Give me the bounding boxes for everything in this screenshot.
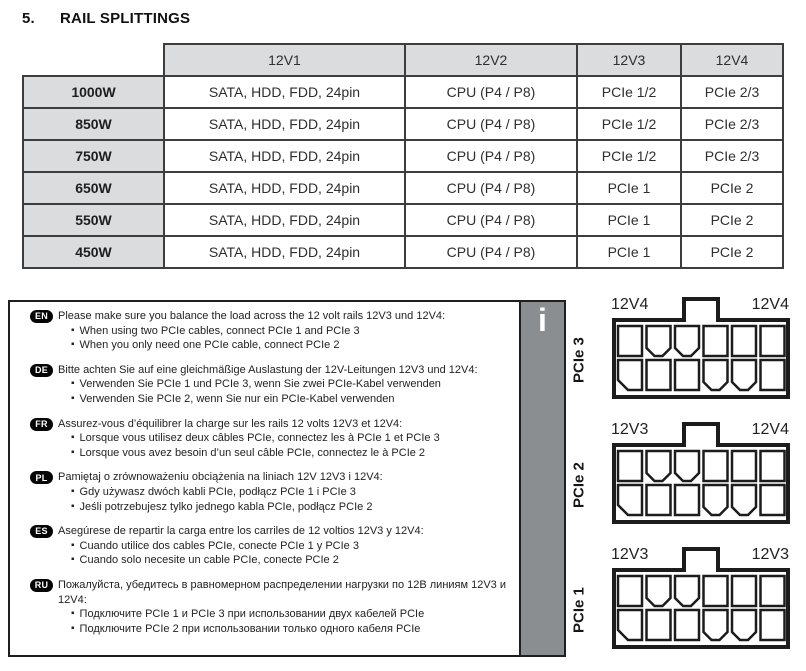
- connector-pin: [647, 326, 671, 356]
- note-bullet: [58, 607, 511, 622]
- note-bullet: [58, 431, 511, 446]
- section-title-text: RAIL SPLITTINGS: [60, 10, 191, 27]
- note-bullet: [58, 553, 511, 568]
- table-col-header: 12V4: [681, 44, 783, 76]
- language-badge: ES: [30, 525, 53, 538]
- rail-cell: PCIe 2/3: [681, 140, 783, 172]
- connector-pin: [647, 485, 671, 515]
- note-bullet-text: ▪ When using two PCIe cables, connect PCIe 1 and PCIe 3: [79, 324, 360, 337]
- note-ru: [30, 578, 511, 636]
- rail-splitting-table: [22, 43, 784, 269]
- rail-cell: SATA, HDD, FDD, 24pin: [164, 140, 405, 172]
- connector-pin: [647, 610, 671, 640]
- rail-cell: PCIe 2/3: [681, 76, 783, 108]
- rail-cell: PCIe 1/2: [577, 76, 681, 108]
- connector-pin: [647, 451, 671, 481]
- connector-pin: [704, 360, 728, 390]
- section-number: 5.: [22, 10, 35, 27]
- rail-cell: CPU (P4 / P8): [405, 236, 577, 268]
- connector-pin: [647, 576, 671, 606]
- table-col-header: 12V1: [164, 44, 405, 76]
- note-bullet: [58, 377, 511, 392]
- connector-pin: [618, 576, 642, 606]
- language-badge: PL: [30, 471, 53, 484]
- connector-name: PCIe 2: [570, 462, 588, 508]
- connector-pin: [647, 360, 671, 390]
- table-row: [23, 204, 783, 236]
- rail-cell: PCIe 2: [681, 172, 783, 204]
- connector-pcie-3: [566, 296, 806, 404]
- connector-pin: [761, 326, 785, 356]
- connector-pin: [675, 576, 699, 606]
- note-bullet-text: ▪ Cuando utilice dos cables PCIe, conecte PCIe 1 y PCIe 3: [79, 539, 359, 552]
- connector-pin: [732, 326, 756, 356]
- note-intro: Please make sure you balance the load across the 12 volt rails 12V3 und 12V4:: [58, 310, 446, 322]
- rail-cell: SATA, HDD, FDD, 24pin: [164, 108, 405, 140]
- wattage-label: 750W: [23, 140, 164, 172]
- rail-cell: PCIe 2: [681, 204, 783, 236]
- rail-cell: PCIe 2: [681, 236, 783, 268]
- pcie-connector-drawing: [612, 546, 790, 652]
- blank-header-cell: [23, 44, 164, 76]
- wattage-label: 1000W: [23, 76, 164, 108]
- language-badge: EN: [30, 310, 53, 323]
- language-badge: RU: [30, 579, 53, 592]
- rail-table-body: [23, 76, 783, 268]
- rail-cell: SATA, HDD, FDD, 24pin: [164, 76, 405, 108]
- connector-pin: [675, 360, 699, 390]
- connector-pin: [761, 485, 785, 515]
- note-intro: Asegúrese de repartir la carga entre los carriles de 12 voltios 12V3 y 12V4:: [58, 525, 424, 538]
- rail-label-right: 12V4: [751, 296, 789, 313]
- connector-pin: [732, 610, 756, 640]
- note-bullet-text: ▪ Lorsque vous avez besoin d’un seul câble PCIe, connectez le à PCIe 2: [79, 446, 426, 459]
- note-bullet-text: ▪ Lorsque vous utilisez deux câbles PCIe, connectez les à PCIe 1 et PCIe 3: [79, 432, 440, 445]
- connector-pin: [732, 576, 756, 606]
- connectors-column: [566, 296, 806, 654]
- note-bullet-text: ▪ Gdy używasz dwóch kabli PCIe, podłącz PCIe 1 i PCIe 3: [79, 485, 356, 498]
- note-bullet: [58, 622, 511, 637]
- rail-label-left: 12V3: [611, 421, 649, 438]
- connector-pin: [704, 451, 728, 481]
- connector-pin: [761, 610, 785, 640]
- connector-pin: [704, 485, 728, 515]
- language-badge: DE: [30, 364, 53, 377]
- table-row: [23, 236, 783, 268]
- table-row: [23, 76, 783, 108]
- rail-label-right: 12V4: [751, 421, 789, 438]
- notes-box: [8, 300, 566, 657]
- notes-content: [10, 302, 517, 655]
- rail-cell: SATA, HDD, FDD, 24pin: [164, 172, 405, 204]
- note-intro: Pamiętaj o zrównoważeniu obciążenia na liniach 12V 12V3 i 12V4:: [58, 471, 383, 484]
- connector-pin: [704, 326, 728, 356]
- rail-cell: PCIe 2/3: [681, 108, 783, 140]
- rail-cell: CPU (P4 / P8): [405, 204, 577, 236]
- note-pl: [30, 470, 511, 514]
- section-title: [22, 10, 190, 27]
- table-row: [23, 140, 783, 172]
- rail-cell: PCIe 1/2: [577, 108, 681, 140]
- rail-cell: CPU (P4 / P8): [405, 140, 577, 172]
- rail-cell: CPU (P4 / P8): [405, 108, 577, 140]
- table-header-row: [23, 44, 783, 76]
- note-bullet: [58, 500, 511, 515]
- connector-pcie-2: [566, 421, 806, 529]
- connector-pin: [618, 451, 642, 481]
- connector-pin: [732, 451, 756, 481]
- connector-pcie-1: [566, 546, 806, 654]
- note-bullet: [58, 324, 511, 339]
- rail-cell: PCIe 1: [577, 236, 681, 268]
- note-bullet: [58, 539, 511, 554]
- connector-pin: [761, 451, 785, 481]
- table-col-header: 12V3: [577, 44, 681, 76]
- note-bullet: [58, 485, 511, 500]
- note-intro: Bitte achten Sie auf eine gleichmäßige Auslastung der 12V-Leitungen 12V3 und 12V4:: [58, 363, 478, 376]
- note-bullet-text: ▪ Подключите PCIe 2 при использовании только одного кабеля PCIe: [79, 622, 421, 635]
- rail-label-right: 12V3: [751, 546, 789, 563]
- wattage-label: 550W: [23, 204, 164, 236]
- rail-label-left: 12V3: [611, 546, 649, 563]
- wattage-label: 450W: [23, 236, 164, 268]
- note-en: [30, 309, 511, 353]
- connector-pin: [704, 576, 728, 606]
- note-bullet: [58, 446, 511, 461]
- note-bullet: [58, 338, 511, 353]
- rail-cell: CPU (P4 / P8): [405, 76, 577, 108]
- connector-pin: [761, 360, 785, 390]
- rail-cell: SATA, HDD, FDD, 24pin: [164, 204, 405, 236]
- rail-label-left: 12V4: [611, 296, 649, 313]
- info-strip: [519, 302, 564, 655]
- rail-cell: PCIe 1: [577, 204, 681, 236]
- connector-pin: [675, 485, 699, 515]
- note-bullet-text: ▪ Cuando solo necesite un cable PCIe, conecte PCIe 2: [79, 554, 339, 567]
- rail-cell: SATA, HDD, FDD, 24pin: [164, 236, 405, 268]
- connector-pin: [675, 451, 699, 481]
- table-row: [23, 108, 783, 140]
- note-bullet-text: ▪ Verwenden Sie PCIe 2, wenn Sie nur ein PCIe-Kabel verwenden: [79, 392, 395, 405]
- connector-name: PCIe 3: [570, 337, 588, 383]
- note-bullet-text: ▪ Verwenden Sie PCIe 1 und PCIe 3, wenn Sie zwei PCIe-Kabel verwenden: [79, 378, 441, 391]
- pcie-connector-drawing: [612, 421, 790, 527]
- connector-pin: [732, 485, 756, 515]
- connector-pin: [675, 326, 699, 356]
- wattage-label: 850W: [23, 108, 164, 140]
- connector-pin: [732, 360, 756, 390]
- rail-cell: PCIe 1: [577, 172, 681, 204]
- wattage-label: 650W: [23, 172, 164, 204]
- pcie-connector-drawing: [612, 296, 790, 402]
- note-bullet-text: ▪ Подключите PCIe 1 и PCIe 3 при использовании двух кабелей PCIe: [79, 608, 425, 621]
- note-bullet-text: ▪ Jeśli potrzebujesz tylko jednego kabla PCIe, podłącz PCIe 2: [79, 500, 373, 513]
- table-row: [23, 172, 783, 204]
- connector-pin: [675, 610, 699, 640]
- note-es: [30, 524, 511, 568]
- connector-pin: [704, 610, 728, 640]
- info-icon: i: [538, 302, 547, 338]
- connector-name: PCIe 1: [570, 587, 588, 633]
- table-col-header: 12V2: [405, 44, 577, 76]
- note-intro: Пожалуйста, убедитесь в равномерном распределении нагрузки по 12В линиям 12V3 и 12V4:: [58, 578, 506, 606]
- note-de: [30, 363, 511, 407]
- connector-pin: [761, 576, 785, 606]
- note-bullet-text: ▪ When you only need one PCIe cable, connect PCIe 2: [79, 339, 340, 352]
- rail-cell: PCIe 1/2: [577, 140, 681, 172]
- connector-pin: [618, 326, 642, 356]
- rail-cell: CPU (P4 / P8): [405, 172, 577, 204]
- note-intro: Assurez-vous d’équilibrer la charge sur les rails 12 volts 12V3 et 12V4:: [58, 417, 403, 430]
- language-badge: FR: [30, 418, 53, 431]
- note-fr: [30, 417, 511, 461]
- note-bullet: [58, 392, 511, 407]
